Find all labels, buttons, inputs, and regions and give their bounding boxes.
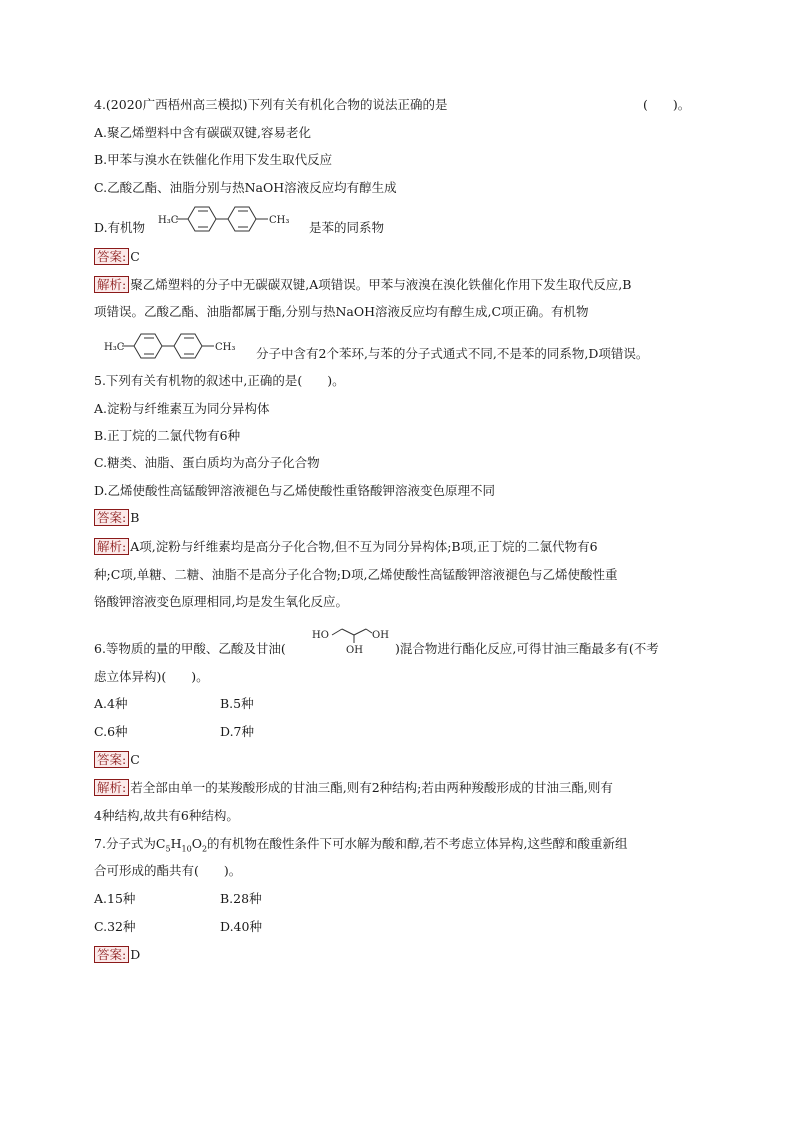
q4-blank: ( )。 xyxy=(643,97,691,112)
q5-analysis-text-1: A项,淀粉与纤维素均是高分子化合物,但不互为同分异构体;B项,正丁烷的二氯代物有6 xyxy=(130,539,598,554)
q7-answer-line xyxy=(94,946,140,964)
q7-subscript-c: 5 xyxy=(165,844,171,854)
q6-answer-line xyxy=(94,751,140,769)
analysis-tag: 解析: xyxy=(94,276,129,293)
q4-option-d-suffix: 是苯的同系物 xyxy=(309,220,385,235)
q7-stem-o: O xyxy=(191,836,202,851)
q4-answer-line xyxy=(94,248,140,266)
q4-answer: C xyxy=(130,249,140,264)
analysis-tag: 解析: xyxy=(94,779,129,796)
q6-hydroxyl-1: HO xyxy=(312,630,329,641)
q7-option-b: B.28种 xyxy=(220,891,262,906)
q6-stem-line-2: 虑立体异构)( )。 xyxy=(94,669,209,684)
q6-option-a: A.4种 xyxy=(94,696,128,711)
q4-analysis-dimethylbiphenyl-structure xyxy=(104,330,254,362)
q6-analysis-line-1 xyxy=(94,779,613,797)
q5-answer: B xyxy=(130,510,140,525)
q5-option-c: C.糖类、油脂、蛋白质均为高分子化合物 xyxy=(94,455,320,470)
q7-stem-h: H xyxy=(170,836,182,851)
q6-analysis-text-1: 若全部由单一的某羧酸形成的甘油三酯,则有2种结构;若由两种羧酸形成的甘油三酯,则有 xyxy=(130,780,613,795)
q4-analysis-line-3: 分子中含有2个苯环,与苯的分子式通式不同,不是苯的同系物,D项错误。 xyxy=(256,346,649,361)
q6-stem-part-b: )混合物进行酯化反应,可得甘油三酯最多有(不考 xyxy=(395,641,659,656)
q4-stem: 4.(2020广西梧州高三模拟)下列有关有机化合物的说法正确的是 xyxy=(94,97,448,112)
q6-option-c: C.6种 xyxy=(94,724,128,739)
q7-option-a: A.15种 xyxy=(94,891,136,906)
q6-stem-part-a: 6.等物质的量的甲酸、乙酸及甘油( xyxy=(94,641,286,656)
q5-answer-line xyxy=(94,509,139,527)
answer-tag: 答案: xyxy=(94,751,129,768)
q4-dimethylbiphenyl-structure xyxy=(158,203,308,235)
q6-analysis-line-2: 4种结构,故共有6种结构。 xyxy=(94,808,239,823)
q5-option-d: D.乙烯使酸性高锰酸钾溶液褪色与乙烯使酸性重铬酸钾溶液变色原理不同 xyxy=(94,483,496,498)
q6-glycerol-structure xyxy=(310,623,396,657)
q4-analysis-text-1: 聚乙烯塑料的分子中无碳碳双键,A项错误。甲苯与液溴在溴化铁催化作用下发生取代反应,B xyxy=(130,277,632,292)
q7-option-c: C.32种 xyxy=(94,919,136,934)
q6-option-d: D.7种 xyxy=(220,724,255,739)
q4-option-d-prefix: D.有机物 xyxy=(94,220,146,235)
q6-hydroxyl-3: OH xyxy=(372,630,389,641)
q5-analysis-line-1 xyxy=(94,538,598,556)
q5-option-a: A.淀粉与纤维素互为同分异构体 xyxy=(94,401,270,416)
q4-analysis-line-2: 项错误。乙酸乙酯、油脂都属于酯,分别与热NaOH溶液反应均有醇生成,C项正确。有机物 xyxy=(94,304,589,319)
q4-option-a: A.聚乙烯塑料中含有碳碳双键,容易老化 xyxy=(94,125,311,140)
q7-stem-line-1 xyxy=(94,835,627,859)
q6-hydroxyl-2: OH xyxy=(346,645,363,656)
q4-analysis-line-1 xyxy=(94,276,631,294)
q7-subscript-h: 10 xyxy=(181,844,192,854)
q7-subscript-o: 2 xyxy=(201,844,208,854)
answer-tag: 答案: xyxy=(94,509,129,526)
q5-option-b: B.正丁烷的二氯代物有6种 xyxy=(94,428,241,443)
q7-stem-part-a: 7.分子式为C xyxy=(94,836,166,851)
q6-option-b: B.5种 xyxy=(220,696,254,711)
q4-option-c: C.乙酸乙酯、油脂分别与热NaOH溶液反应均有醇生成 xyxy=(94,180,397,195)
answer-tag: 答案: xyxy=(94,248,129,265)
q5-analysis-line-2: 种;C项,单糖、二糖、油脂不是高分子化合物;D项,乙烯使酸性高锰酸钾溶液褪色与乙烯使酸性重 xyxy=(94,567,618,582)
q5-analysis-line-3: 铬酸钾溶液变色原理相同,均是发生氧化反应。 xyxy=(94,594,348,609)
q4-methyl-left: H₃C xyxy=(158,215,179,226)
q4-analysis-methyl-left: H₃C xyxy=(104,342,125,353)
answer-tag: 答案: xyxy=(94,946,129,963)
q7-option-d: D.40种 xyxy=(220,919,262,934)
analysis-tag: 解析: xyxy=(94,538,129,555)
q5-stem: 5.下列有关有机物的叙述中,正确的是( )。 xyxy=(94,373,345,388)
q7-stem-part-b: 的有机物在酸性条件下可水解为酸和醇,若不考虑立体异构,这些醇和酸重新组 xyxy=(207,836,628,851)
q4-option-b: B.甲苯与溴水在铁催化作用下发生取代反应 xyxy=(94,152,333,167)
q6-answer: C xyxy=(130,752,140,767)
q4-analysis-methyl-right: CH₃ xyxy=(215,342,236,353)
q7-answer: D xyxy=(130,947,141,962)
q7-stem-line-2: 合可形成的酯共有( )。 xyxy=(94,863,242,878)
q4-methyl-right: CH₃ xyxy=(269,215,290,226)
